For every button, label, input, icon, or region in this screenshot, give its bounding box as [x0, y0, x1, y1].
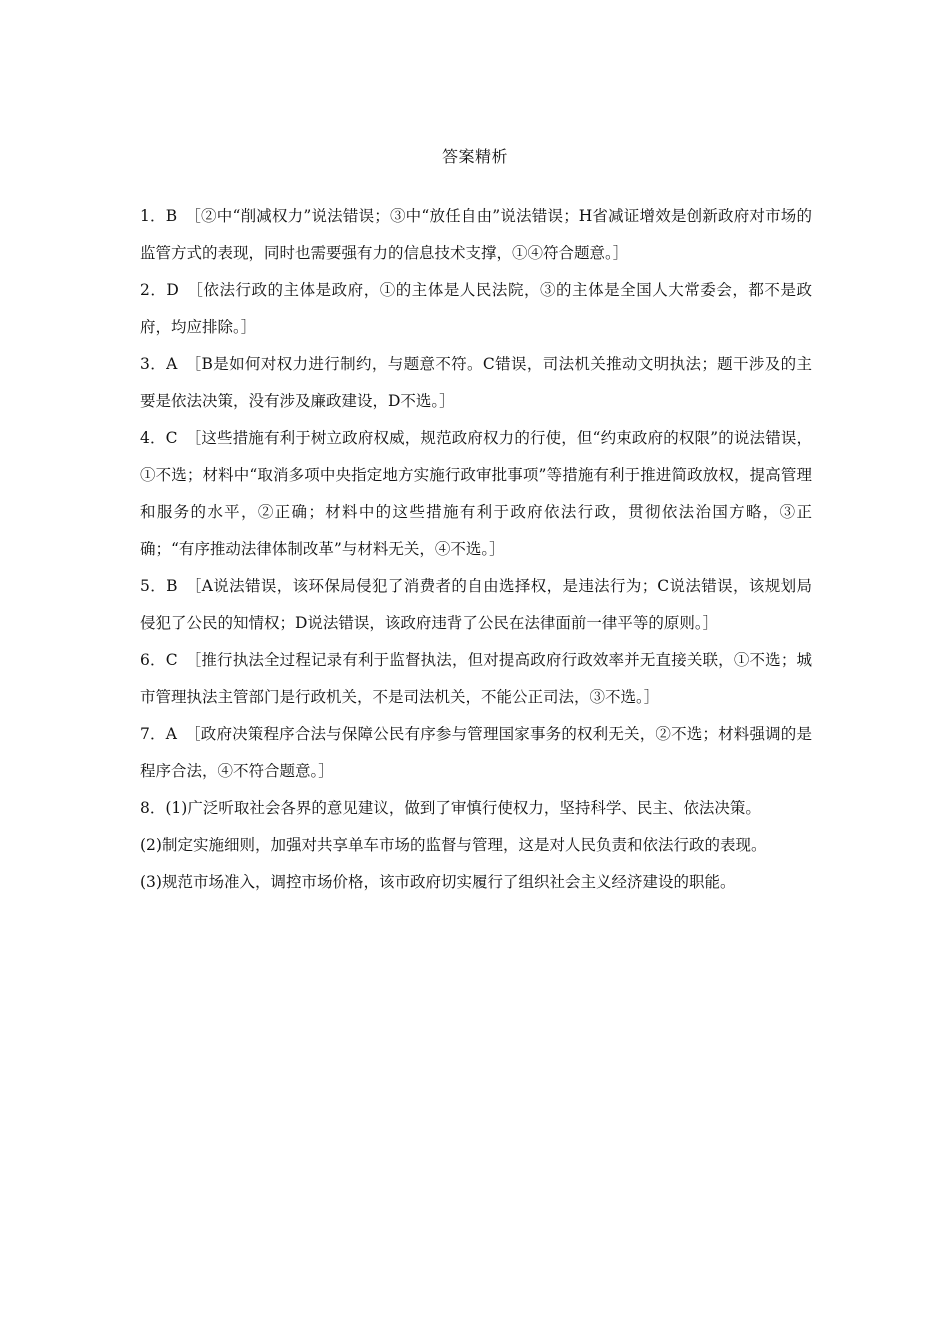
answer-explanation: ［推行执法全过程记录有利于监督执法，但对提高政府行政效率并无直接关联，①不选；城市管理执法主管部门是行政机关，不是司法机关，不能公正司法，③不选。］	[140, 651, 812, 706]
answer-explanation: ［B是如何对权力进行制约，与题意不符。C错误，司法机关推动文明执法；题干涉及的主要是依法决策，没有涉及廉政建设，D不选。］	[140, 355, 812, 410]
answer-item-2	[140, 272, 812, 346]
answer-number: 3．	[140, 355, 167, 373]
answer-8-part-1	[140, 790, 812, 827]
answer-number: 6．	[140, 651, 166, 669]
answer-number: 2．	[140, 281, 167, 299]
answer-explanation: ［A说法错误，该环保局侵犯了消费者的自由选择权，是违法行为；C说法错误，该规划局侵犯了公民的知情权；D说法错误，该政府违背了公民在法律面前一律平等的原则。］	[140, 577, 812, 632]
answer-explanation: ［依法行政的主体是政府，①的主体是人民法院，③的主体是全国人大常委会，都不是政府，均应排除。］	[140, 281, 812, 336]
answer-explanation: ［②中“削减权力”说法错误；③中“放任自由”说法错误；H省减证增效是创新政府对市场的监管方式的表现，同时也需要强有力的信息技术支撑，①④符合题意。］	[140, 207, 812, 262]
answer-8-part-3: (3)规范市场准入，调控市场价格，该市政府切实履行了组织社会主义经济建设的职能。	[140, 873, 736, 891]
answer-choice: B	[165, 207, 178, 225]
answer-list	[140, 198, 812, 901]
answer-item-6	[140, 642, 812, 716]
page-title: 答案精析	[441, 147, 508, 166]
answer-explanation: ［这些措施有利于树立政府权威，规范政府权力的行使，但“约束政府的权限”的说法错误，①不选；材料中“取消多项中央指定地方实施行政审批事项”等措施有利于推进简政放权，提高管理和服务的水平，②正确；材料中的这些措施有利于政府依法行政，贯彻依法治国方略，③正确；“有序推动法律体制改革”与材料无关，④不选。］	[140, 429, 812, 558]
answer-number: 5．	[140, 577, 167, 595]
answer-item-3	[140, 346, 812, 420]
answer-choice: A	[166, 355, 178, 373]
answer-item-1	[140, 198, 812, 272]
answer-item-8	[140, 790, 812, 901]
answer-choice: A	[165, 725, 177, 743]
answer-choice: C	[165, 429, 178, 447]
answer-number: 7．	[140, 725, 166, 743]
answer-number: 1．	[140, 207, 166, 225]
answer-item-5	[140, 568, 812, 642]
answer-number: 8．	[140, 799, 166, 817]
answer-choice: C	[165, 651, 178, 669]
answer-item-7	[140, 716, 812, 790]
answer-number: 4．	[140, 429, 166, 447]
answer-8-part-2: (2)制定实施细则，加强对共享单车市场的监督与管理，这是对人民负责和依法行政的表现。	[140, 836, 767, 854]
answer-item-4	[140, 420, 812, 568]
answer-explanation: ［政府决策程序合法与保障公民有序参与管理国家事务的权利无关，②不选；材料强调的是程序合法，④不符合题意。］	[140, 725, 812, 780]
answer-part-text: (1)广泛听取社会各界的意见建议，做到了审慎行使权力，坚持科学、民主、依法决策。	[165, 799, 761, 817]
answer-choice: B	[166, 577, 178, 595]
answer-choice: D	[166, 281, 179, 299]
